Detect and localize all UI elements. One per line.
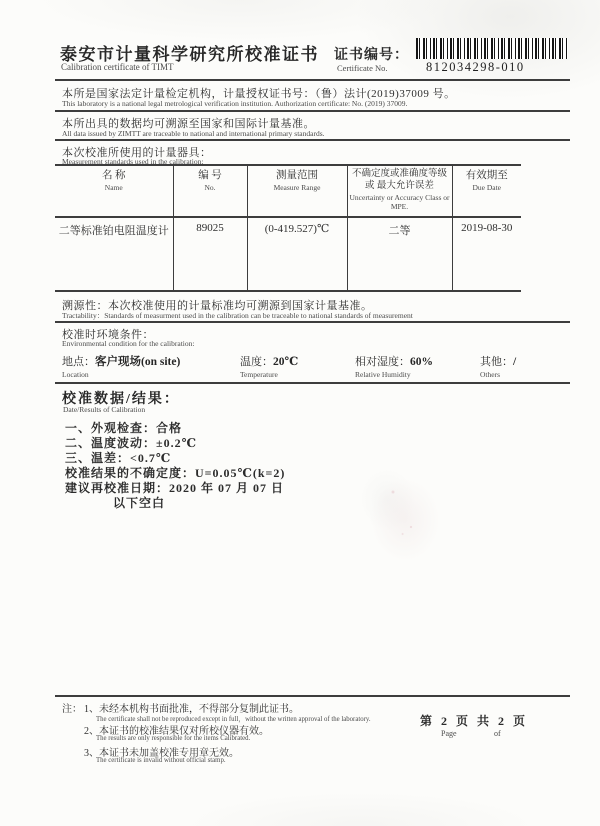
col-header-uncertainty	[347, 165, 452, 217]
statement-authorization-en: This laboratory is a national legal metrological verification institution. Authorization certificate: No. (2019) 37009.	[62, 99, 408, 108]
traceability-cn: 溯源性：本次校准使用的计量标准均可溯源到国家计量基准。	[62, 300, 373, 312]
divider	[55, 110, 570, 112]
env-others-label-en: Others	[480, 370, 500, 379]
env-humidity-label-en: Relative Humidity	[355, 370, 411, 379]
traceability-en: Tractability：Standards of measurment used in the calibration can be traceable to national standards of measurement	[62, 311, 413, 320]
certificate-title-en: Calibration certificate of TIMT	[61, 62, 174, 72]
col-header-no	[173, 165, 247, 217]
cell-duedate: 2019-08-30	[452, 217, 521, 291]
col-header-no-cn: 编 号	[198, 170, 222, 181]
env-humidity-value: 60%	[410, 356, 433, 368]
env-location-label-en: Location	[62, 370, 89, 379]
cell-name: 二等标准铂电阻温度计	[58, 225, 169, 237]
page-number-en-page: Page	[441, 729, 457, 738]
page-number: 第 2 页 共 2 页	[420, 714, 529, 728]
env-field-location	[62, 352, 180, 370]
col-header-range-en: Measure Range	[273, 183, 321, 193]
env-field-others	[480, 352, 516, 370]
env-temperature-label: 温度：	[240, 356, 273, 368]
col-header-range	[247, 165, 347, 217]
certificate-title-cn: 泰安市计量科学研究所校准证书	[60, 45, 319, 64]
result-line-appearance: 一、外观检查：合格	[65, 421, 183, 435]
statement-traceable-cn: 本所出具的数据均可溯源至国家和国际计量基准。	[62, 118, 315, 130]
table-row	[55, 217, 521, 291]
note-3-en: The certificate is invalid without official stamp.	[96, 757, 226, 764]
env-others-label: 其他：	[480, 356, 513, 368]
divider	[55, 321, 570, 323]
divider	[55, 382, 570, 384]
cell-range: (0-419.527)℃	[247, 217, 347, 291]
env-location-label: 地点：	[62, 356, 95, 368]
env-humidity-label: 相对湿度：	[355, 356, 410, 368]
results-heading-en: Date/Results of Calibration	[63, 405, 146, 414]
note-1-cn: 1、未经本机构书面批准，不得部分复制此证书。	[84, 704, 299, 715]
stamp-bleedthrough	[345, 450, 465, 590]
result-line-blank-below: 以下空白	[113, 496, 166, 510]
col-header-duedate-cn: 有效期至	[465, 170, 508, 181]
env-temperature-label-en: Temperature	[240, 370, 278, 379]
environment-heading-en: Environmental condition for the calibration:	[62, 339, 195, 348]
env-temperature-value: 20℃	[273, 356, 299, 368]
env-others-value: /	[513, 356, 517, 368]
note-3-cn: 3、本证书未加盖校准专用章无效。	[84, 748, 239, 759]
col-header-name-cn: 名 称	[101, 170, 126, 181]
col-header-duedate	[452, 165, 521, 217]
result-line-fluctuation: 二、温度波动：±0.2℃	[65, 436, 197, 450]
cell-no: 89025	[173, 217, 247, 291]
col-header-name-en: Name	[104, 183, 123, 193]
divider	[55, 139, 570, 141]
col-header-uncertainty-en: Uncertainty or Accuracy Class or MPE.	[349, 192, 450, 211]
result-line-recalibration-date: 建议再校准日期：2020 年 07 月 07 日	[65, 481, 285, 495]
note-2-en: The results are only responsible for the items Calibrated.	[96, 735, 251, 742]
cert-no-value: 812034298-010	[426, 60, 525, 74]
env-location-value: 客户现场(on site)	[95, 356, 181, 368]
env-field-temperature	[240, 352, 298, 370]
results-heading-cn: 校准数据/结果：	[62, 392, 180, 407]
note-2-cn: 2、本证书的校准结果仅对所校仪器有效。	[84, 726, 269, 737]
col-header-uncertainty-cn: 不确定度或准确度等级或 最大允许误差	[351, 169, 447, 191]
result-line-difference: 三、温差：<0.7℃	[65, 451, 172, 465]
standards-heading-cn: 本次校准所使用的计量器具：	[62, 147, 212, 159]
notes-label: 注：	[62, 704, 82, 715]
statement-traceable-en: All data issued by ZIMTT are traceable to national and international primary standards.	[62, 129, 325, 138]
col-header-name	[55, 165, 173, 217]
table-header-row	[55, 165, 521, 217]
result-line-uncertainty: 校准结果的不确定度：U=0.05℃(k=2)	[65, 466, 286, 480]
page-number-en-of: of	[494, 729, 501, 738]
note-1-en: The certificate shall not be reproduced except in full，without the written approval of the laboratory.	[96, 716, 371, 723]
standards-heading-en: Measurement standards used in the calibration:	[62, 157, 204, 166]
col-header-no-en: No.	[204, 183, 216, 193]
cell-uncertainty: 二等	[347, 217, 452, 291]
cert-no-label-en: Certificate No.	[337, 63, 388, 73]
col-header-duedate-en: Due Date	[472, 183, 502, 193]
cert-no-label-cn: 证书编号：	[334, 48, 409, 63]
env-field-humidity	[355, 352, 433, 370]
divider	[55, 695, 570, 697]
environment-heading-cn: 校准时环境条件：	[62, 329, 154, 341]
divider	[55, 79, 570, 81]
standards-table	[55, 164, 521, 292]
statement-authorization-cn: 本所是国家法定计量检定机构，计量授权证书号：（鲁）法计(2019)37009 号。	[62, 88, 456, 100]
col-header-range-cn: 测量范围	[276, 170, 318, 181]
certificate-barcode	[416, 38, 568, 59]
